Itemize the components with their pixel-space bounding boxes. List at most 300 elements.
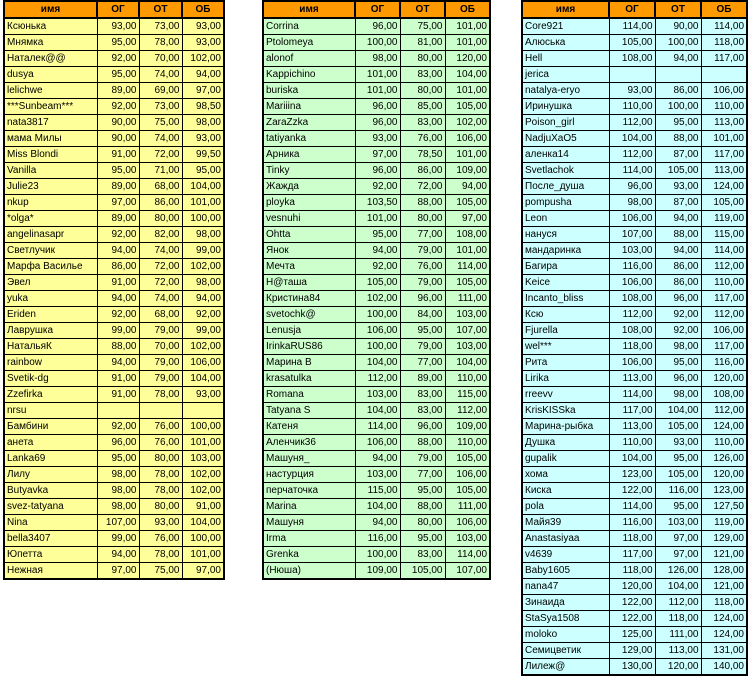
og-cell: 114,00: [609, 499, 655, 515]
name-cell: Майя39: [522, 515, 609, 531]
name-cell: Miss Blondi: [4, 147, 97, 163]
name-cell: (Нюша): [263, 563, 355, 580]
table-row: [522, 35, 747, 51]
table-row: [522, 467, 747, 483]
name-cell: yuka: [4, 291, 97, 307]
ot-cell: 94,00: [655, 211, 701, 227]
table-row: [4, 67, 224, 83]
og-cell: 116,00: [355, 531, 400, 547]
header-og: ОГ: [355, 1, 400, 18]
name-cell: Grenka: [263, 547, 355, 563]
og-cell: 94,00: [97, 291, 139, 307]
og-cell: 100,00: [355, 547, 400, 563]
header-name: имя: [522, 1, 609, 18]
name-cell: Hell: [522, 51, 609, 67]
table-row: [263, 18, 490, 35]
ot-cell: 79,00: [139, 355, 182, 371]
name-cell: jerica: [522, 67, 609, 83]
og-cell: 92,00: [97, 419, 139, 435]
ob-cell: 110,00: [445, 371, 490, 387]
ot-cell: 81,00: [400, 35, 445, 51]
ob-cell: 105,00: [445, 99, 490, 115]
ob-cell: 121,00: [701, 579, 747, 595]
table-row: [4, 339, 224, 355]
ot-cell: 76,00: [400, 259, 445, 275]
header-ob: ОБ: [701, 1, 747, 18]
name-cell: хома: [522, 467, 609, 483]
name-cell: аленка14: [522, 147, 609, 163]
ob-cell: 124,00: [701, 419, 747, 435]
og-cell: 110,00: [609, 99, 655, 115]
table-row: [263, 483, 490, 499]
ot-cell: 86,00: [655, 83, 701, 99]
og-cell: 116,00: [609, 515, 655, 531]
table-row: [4, 387, 224, 403]
og-cell: 112,00: [609, 307, 655, 323]
name-cell: Наталек@@: [4, 51, 97, 67]
table-row: [263, 403, 490, 419]
ob-cell: 102,00: [182, 483, 224, 499]
ob-cell: 110,00: [445, 435, 490, 451]
ot-cell: 83,00: [400, 387, 445, 403]
og-cell: 98,00: [97, 499, 139, 515]
og-cell: 106,00: [355, 435, 400, 451]
ot-cell: 97,00: [655, 531, 701, 547]
og-cell: 95,00: [97, 451, 139, 467]
name-cell: Svetik-dg: [4, 371, 97, 387]
ot-cell: [655, 67, 701, 83]
table-row: [4, 323, 224, 339]
ot-cell: 80,00: [400, 83, 445, 99]
og-cell: 113,00: [609, 371, 655, 387]
table-row: [263, 163, 490, 179]
og-cell: 115,00: [355, 483, 400, 499]
ot-cell: 73,00: [139, 18, 182, 35]
ob-cell: 104,00: [445, 355, 490, 371]
ot-cell: 72,00: [139, 259, 182, 275]
name-cell: Kappichino: [263, 67, 355, 83]
ob-cell: 98,00: [182, 115, 224, 131]
table-row: [522, 67, 747, 83]
ot-cell: 84,00: [400, 307, 445, 323]
og-cell: 96,00: [355, 163, 400, 179]
og-cell: 98,00: [97, 483, 139, 499]
ob-cell: 103,00: [445, 531, 490, 547]
table-row: [263, 83, 490, 99]
ob-cell: [182, 403, 224, 419]
header-ob: ОБ: [182, 1, 224, 18]
ot-cell: 82,00: [139, 227, 182, 243]
og-cell: 88,00: [97, 339, 139, 355]
name-cell: Leon: [522, 211, 609, 227]
og-cell: 122,00: [609, 595, 655, 611]
name-cell: pola: [522, 499, 609, 515]
name-cell: Иринушка: [522, 99, 609, 115]
ot-cell: 100,00: [655, 35, 701, 51]
name-cell: Лилу: [4, 467, 97, 483]
ob-cell: 112,00: [445, 403, 490, 419]
measurements-table-3: [521, 0, 748, 676]
name-cell: Марфа Василье: [4, 259, 97, 275]
ot-cell: 96,00: [655, 371, 701, 387]
ob-cell: 117,00: [701, 51, 747, 67]
ob-cell: 105,00: [445, 275, 490, 291]
name-cell: vesnuhi: [263, 211, 355, 227]
table-row: [522, 131, 747, 147]
name-cell: Зинаида: [522, 595, 609, 611]
ot-cell: 74,00: [139, 67, 182, 83]
ob-cell: 99,50: [182, 147, 224, 163]
ob-cell: 101,00: [182, 435, 224, 451]
ob-cell: 101,00: [701, 131, 747, 147]
name-cell: Butyavka: [4, 483, 97, 499]
ob-cell: 106,00: [445, 467, 490, 483]
og-cell: 93,00: [97, 18, 139, 35]
table-row: [4, 355, 224, 371]
ot-cell: 88,00: [655, 131, 701, 147]
og-cell: 103,00: [355, 387, 400, 403]
ob-cell: 120,00: [701, 371, 747, 387]
ot-cell: 79,00: [139, 371, 182, 387]
name-cell: krasatulka: [263, 371, 355, 387]
name-cell: moloko: [522, 627, 609, 643]
name-cell: pompusha: [522, 195, 609, 211]
ob-cell: 128,00: [701, 563, 747, 579]
og-cell: 96,00: [609, 179, 655, 195]
ot-cell: 80,00: [400, 211, 445, 227]
ob-cell: 119,00: [701, 211, 747, 227]
name-cell: Anastasiyaa: [522, 531, 609, 547]
og-cell: 96,00: [97, 435, 139, 451]
table-row: [522, 339, 747, 355]
ot-cell: 95,00: [655, 355, 701, 371]
ot-cell: 83,00: [400, 547, 445, 563]
og-cell: 103,00: [609, 243, 655, 259]
table-row: [522, 419, 747, 435]
ot-cell: 88,00: [400, 499, 445, 515]
ob-cell: 120,00: [445, 51, 490, 67]
ot-cell: 93,00: [655, 179, 701, 195]
ob-cell: 107,00: [445, 323, 490, 339]
ob-cell: 93,00: [182, 35, 224, 51]
name-cell: Янок: [263, 243, 355, 259]
table-row: [4, 163, 224, 179]
ot-cell: 95,00: [655, 451, 701, 467]
table-row: [4, 531, 224, 547]
ob-cell: 101,00: [445, 83, 490, 99]
og-cell: 92,00: [97, 307, 139, 323]
name-cell: Мечта: [263, 259, 355, 275]
name-cell: svetochk@: [263, 307, 355, 323]
ob-cell: 101,00: [445, 35, 490, 51]
ob-cell: 110,00: [701, 99, 747, 115]
og-cell: 106,00: [609, 275, 655, 291]
og-cell: 123,00: [609, 467, 655, 483]
og-cell: 99,00: [97, 531, 139, 547]
ot-cell: 69,00: [139, 83, 182, 99]
table-row: [263, 227, 490, 243]
table-row: [4, 467, 224, 483]
ob-cell: 92,00: [182, 307, 224, 323]
name-cell: Julie23: [4, 179, 97, 195]
name-cell: Nina: [4, 515, 97, 531]
ob-cell: 98,50: [182, 99, 224, 115]
ot-cell: 80,00: [400, 51, 445, 67]
name-cell: nkup: [4, 195, 97, 211]
ot-cell: 75,00: [139, 115, 182, 131]
ob-cell: 113,00: [701, 115, 747, 131]
og-cell: 92,00: [355, 179, 400, 195]
og-cell: 91,00: [97, 387, 139, 403]
ob-cell: 103,00: [182, 451, 224, 467]
table-row: [522, 211, 747, 227]
ot-cell: 78,00: [139, 547, 182, 563]
name-cell: Ксюнька: [4, 18, 97, 35]
ot-cell: 105,00: [400, 563, 445, 580]
ot-cell: 113,00: [655, 643, 701, 659]
ot-cell: 95,00: [655, 115, 701, 131]
table-row: [4, 435, 224, 451]
name-cell: Лилеж@: [522, 659, 609, 676]
name-cell: Юпетта: [4, 547, 97, 563]
header-ot: ОТ: [655, 1, 701, 18]
name-cell: мандаринка: [522, 243, 609, 259]
table-row: [522, 355, 747, 371]
og-cell: 95,00: [97, 35, 139, 51]
name-cell: Машуня_: [263, 451, 355, 467]
name-cell: Алюська: [522, 35, 609, 51]
ot-cell: 105,00: [655, 163, 701, 179]
table-row: [263, 387, 490, 403]
ob-cell: 112,00: [701, 403, 747, 419]
ot-cell: 104,00: [655, 403, 701, 419]
og-cell: 92,00: [97, 51, 139, 67]
ob-cell: 106,00: [182, 355, 224, 371]
og-cell: 100,00: [355, 339, 400, 355]
table-row: [4, 259, 224, 275]
ot-cell: 73,00: [139, 99, 182, 115]
og-cell: 104,00: [355, 403, 400, 419]
table-row: [4, 403, 224, 419]
table-row: [263, 195, 490, 211]
ob-cell: 121,00: [701, 547, 747, 563]
name-cell: Poison_girl: [522, 115, 609, 131]
ob-cell: 104,00: [182, 515, 224, 531]
og-cell: 98,00: [97, 467, 139, 483]
ot-cell: 74,00: [139, 243, 182, 259]
ob-cell: [701, 67, 747, 83]
table-row: [4, 419, 224, 435]
ot-cell: 78,00: [139, 467, 182, 483]
table-row: [4, 211, 224, 227]
table-row: [4, 131, 224, 147]
og-cell: 122,00: [609, 611, 655, 627]
ot-cell: 71,00: [139, 163, 182, 179]
ot-cell: 79,00: [139, 323, 182, 339]
name-cell: Fjurella: [522, 323, 609, 339]
og-cell: 103,00: [355, 467, 400, 483]
table-row: [4, 547, 224, 563]
table-row: [263, 355, 490, 371]
name-cell: nana47: [522, 579, 609, 595]
table-row: [522, 515, 747, 531]
name-cell: ployka: [263, 195, 355, 211]
table-row: [263, 179, 490, 195]
og-cell: 100,00: [355, 307, 400, 323]
ob-cell: 93,00: [182, 387, 224, 403]
table-row: [263, 115, 490, 131]
ob-cell: 112,00: [701, 307, 747, 323]
name-cell: Н@таша: [263, 275, 355, 291]
ot-cell: 96,00: [655, 291, 701, 307]
og-cell: 114,00: [355, 419, 400, 435]
ot-cell: 76,00: [139, 419, 182, 435]
og-cell: 99,00: [97, 323, 139, 339]
name-cell: Vanilla: [4, 163, 97, 179]
table-row: [263, 499, 490, 515]
og-cell: 98,00: [355, 51, 400, 67]
og-cell: 113,00: [609, 419, 655, 435]
og-cell: 114,00: [609, 163, 655, 179]
ot-cell: 70,00: [139, 51, 182, 67]
ot-cell: 92,00: [655, 323, 701, 339]
og-cell: 122,00: [609, 483, 655, 499]
ob-cell: 103,00: [445, 307, 490, 323]
table-row: [4, 291, 224, 307]
og-cell: 125,00: [609, 627, 655, 643]
ob-cell: 100,00: [182, 211, 224, 227]
og-cell: 107,00: [97, 515, 139, 531]
og-cell: 95,00: [355, 227, 400, 243]
ob-cell: 102,00: [182, 467, 224, 483]
og-cell: [609, 67, 655, 83]
ot-cell: 93,00: [655, 435, 701, 451]
ob-cell: 109,00: [445, 163, 490, 179]
ob-cell: 97,00: [182, 83, 224, 99]
table-row: [4, 371, 224, 387]
ob-cell: 97,00: [182, 563, 224, 580]
ot-cell: 126,00: [655, 563, 701, 579]
og-cell: 112,00: [355, 371, 400, 387]
ob-cell: 115,00: [445, 387, 490, 403]
table-row: [4, 147, 224, 163]
table-row: [522, 195, 747, 211]
og-cell: 94,00: [355, 243, 400, 259]
name-cell: Lenusja: [263, 323, 355, 339]
name-cell: Жажда: [263, 179, 355, 195]
table-row: [263, 339, 490, 355]
table-row: [263, 563, 490, 580]
table-row: [4, 18, 224, 35]
table-row: [263, 243, 490, 259]
ot-cell: 83,00: [400, 115, 445, 131]
name-cell: Irma: [263, 531, 355, 547]
name-cell: Марина-рыбка: [522, 419, 609, 435]
ob-cell: 101,00: [445, 243, 490, 259]
ot-cell: 80,00: [139, 211, 182, 227]
header-ob: ОБ: [445, 1, 490, 18]
og-cell: 106,00: [609, 211, 655, 227]
ob-cell: 111,00: [445, 291, 490, 307]
ob-cell: 126,00: [701, 451, 747, 467]
ob-cell: 97,00: [445, 211, 490, 227]
table-row: [263, 547, 490, 563]
table-row: [522, 403, 747, 419]
ob-cell: 114,00: [701, 243, 747, 259]
ot-cell: 80,00: [139, 499, 182, 515]
name-cell: alonof: [263, 51, 355, 67]
table-row: [522, 291, 747, 307]
ot-cell: 112,00: [655, 595, 701, 611]
og-cell: 107,00: [609, 227, 655, 243]
og-cell: 117,00: [609, 547, 655, 563]
og-cell: 120,00: [609, 579, 655, 595]
name-cell: Марина В: [263, 355, 355, 371]
og-cell: 130,00: [609, 659, 655, 676]
ot-cell: 80,00: [139, 451, 182, 467]
og-cell: 95,00: [97, 163, 139, 179]
table-row: [263, 371, 490, 387]
og-cell: 93,00: [355, 131, 400, 147]
ob-cell: 114,00: [445, 547, 490, 563]
ot-cell: 88,00: [655, 227, 701, 243]
measurements-table-1: [3, 0, 225, 580]
ot-cell: 86,00: [655, 275, 701, 291]
name-cell: Marina: [263, 499, 355, 515]
ot-cell: 83,00: [400, 67, 445, 83]
ot-cell: 78,50: [400, 147, 445, 163]
name-cell: wel***: [522, 339, 609, 355]
table-row: [263, 451, 490, 467]
ot-cell: 76,00: [139, 531, 182, 547]
header-row: [263, 1, 490, 18]
ot-cell: 103,00: [655, 515, 701, 531]
ob-cell: 119,00: [701, 515, 747, 531]
ot-cell: 76,00: [139, 435, 182, 451]
og-cell: 92,00: [97, 227, 139, 243]
ot-cell: 97,00: [655, 547, 701, 563]
header-name: имя: [263, 1, 355, 18]
og-cell: 109,00: [355, 563, 400, 580]
ob-cell: 104,00: [182, 179, 224, 195]
ot-cell: 94,00: [655, 51, 701, 67]
table-row: [4, 483, 224, 499]
table-row: [522, 547, 747, 563]
ot-cell: 87,00: [655, 195, 701, 211]
name-cell: настурция: [263, 467, 355, 483]
table-row: [4, 51, 224, 67]
og-cell: 108,00: [609, 323, 655, 339]
name-cell: NadjuXaO5: [522, 131, 609, 147]
og-cell: 106,00: [609, 355, 655, 371]
table-row: [263, 323, 490, 339]
og-cell: 89,00: [97, 179, 139, 195]
ot-cell: 95,00: [400, 531, 445, 547]
ot-cell: 75,00: [139, 563, 182, 580]
ob-cell: 111,00: [445, 499, 490, 515]
name-cell: StaSya1508: [522, 611, 609, 627]
ot-cell: 120,00: [655, 659, 701, 676]
ob-cell: 104,00: [445, 67, 490, 83]
ob-cell: 108,00: [701, 387, 747, 403]
name-cell: Keice: [522, 275, 609, 291]
name-cell: Арника: [263, 147, 355, 163]
ot-cell: 78,00: [139, 483, 182, 499]
table-row: [4, 115, 224, 131]
header-row: [4, 1, 224, 18]
table-row: [263, 99, 490, 115]
og-cell: 93,00: [609, 83, 655, 99]
